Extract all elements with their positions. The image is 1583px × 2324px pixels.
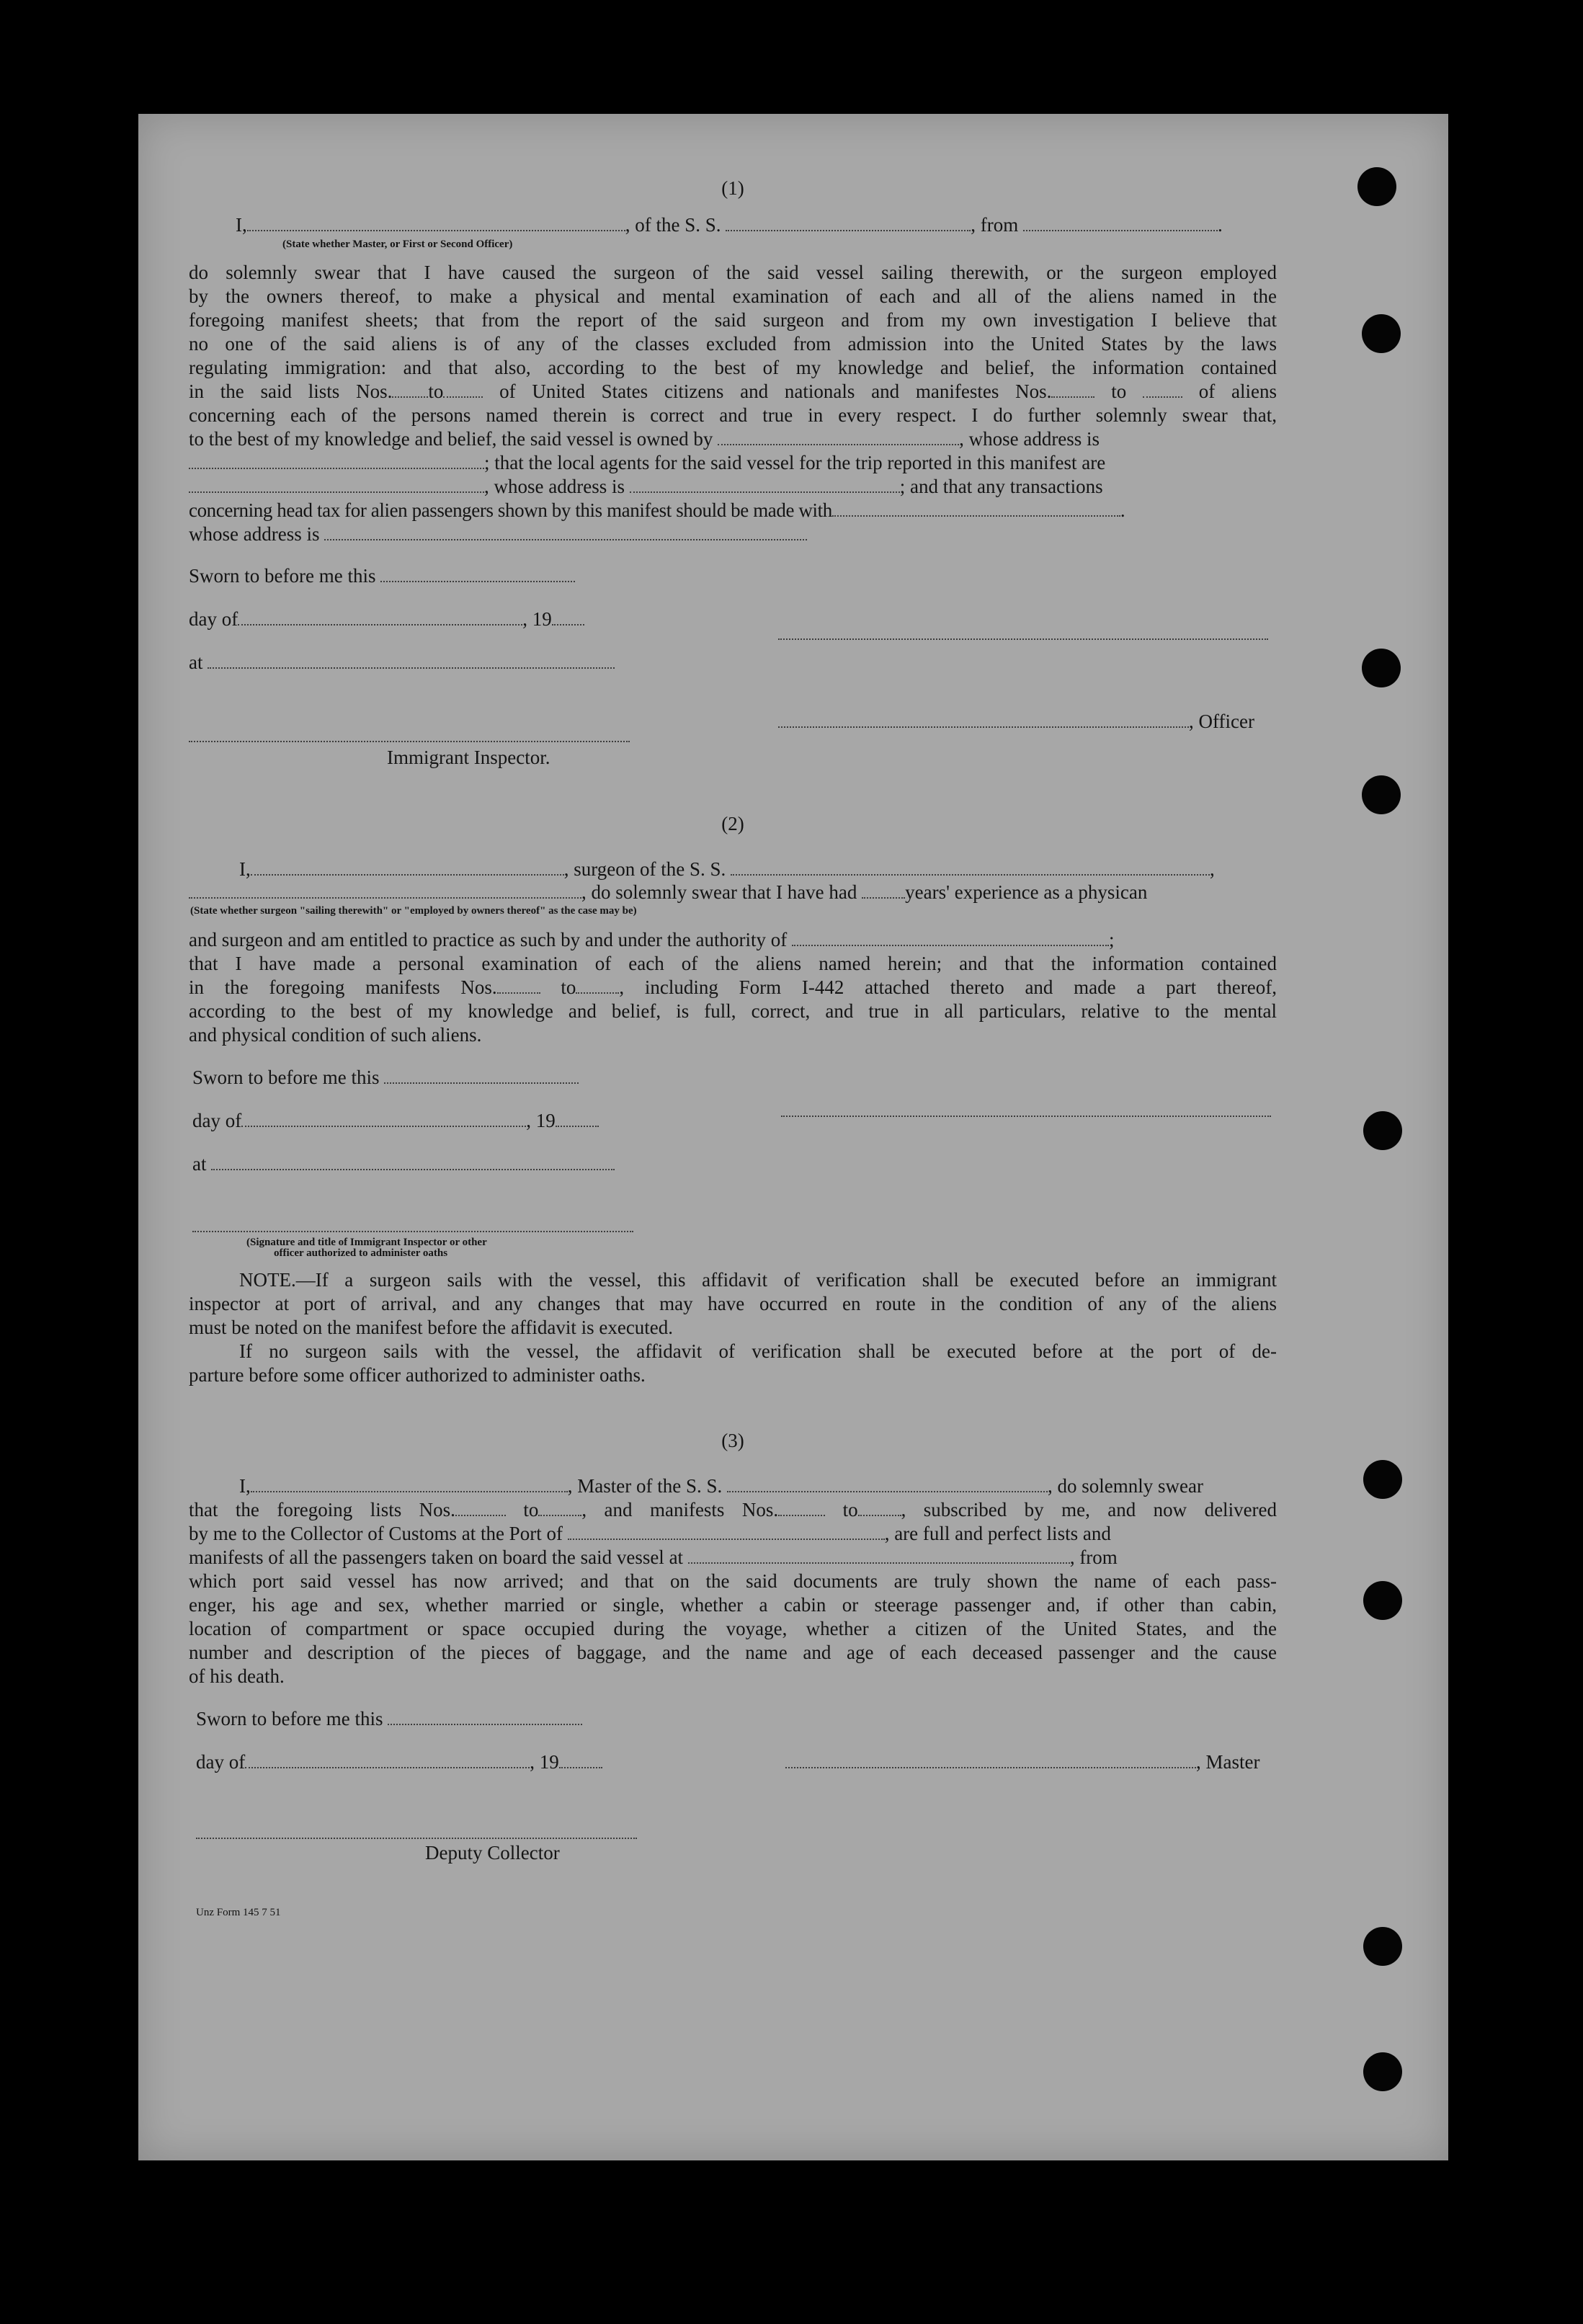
binder-hole xyxy=(1363,2052,1402,2091)
binder-hole xyxy=(1362,649,1401,687)
head-tax-contact-field[interactable] xyxy=(832,501,1120,517)
from-port-field[interactable] xyxy=(1023,215,1218,231)
s2-line-3: and surgeon and am entitled to practice as such by and under the authority of ; xyxy=(189,929,1115,950)
s2-line-4: that I have made a personal examination of each of the aliens named herein; and that the information contained xyxy=(189,953,1277,974)
s2-line-7: and physical condition of such aliens. xyxy=(189,1024,482,1046)
s2-year-field[interactable] xyxy=(556,1111,599,1127)
s1-officer: , Officer xyxy=(778,711,1254,733)
s3-master-name-field[interactable] xyxy=(251,1477,568,1492)
s1-line-1: I, , of the S. S. , from . xyxy=(236,214,1223,236)
s3-paragraph-line: enger, his age and sex, whether married or single, whether a cabin or steerage passenger and, if other than cabin, xyxy=(189,1594,1277,1616)
vessel-name-field[interactable] xyxy=(726,215,971,231)
s1-paragraph-line: by the owners thereof, to make a physical and mental examination of each and all of the aliens named in the xyxy=(189,285,1277,307)
alien-manifest-from-field[interactable] xyxy=(1051,382,1094,398)
s2-vessel-name-field[interactable] xyxy=(731,860,1210,876)
s2-line-5: in the foregoing manifests Nos. to , including Form I-442 attached thereto and made a part thereof, xyxy=(189,976,1277,998)
s2-at: at xyxy=(192,1153,615,1175)
form-page xyxy=(138,114,1448,2160)
s3-year-field[interactable] xyxy=(559,1753,602,1768)
practice-authority-field[interactable] xyxy=(792,930,1109,946)
s1-sworn: Sworn to before me this xyxy=(189,565,575,587)
s2-manifest-to-field[interactable] xyxy=(576,978,619,994)
s1-at: at xyxy=(189,651,615,674)
s1-officer-sign-line-upper[interactable] xyxy=(778,638,1268,640)
s3-master: , Master xyxy=(785,1751,1259,1773)
s3-vessel-name-field[interactable] xyxy=(727,1477,1048,1492)
s1-inspector-sign-line[interactable] xyxy=(189,741,630,742)
section-3-number: (3) xyxy=(721,1430,744,1451)
s2-sworn-day-field[interactable] xyxy=(384,1068,579,1084)
s3-line-2: that the foregoing lists Nos. to , and manifests Nos. to , subscribed by me, and now delivered xyxy=(189,1499,1277,1521)
s1-dayof: day of , 19 xyxy=(189,608,584,631)
s1-paragraph-line: no one of the said aliens is of any of the classes excluded from admission into the United States by the laws xyxy=(189,333,1277,355)
s3-lists-from-field[interactable] xyxy=(455,1500,506,1516)
owner-field[interactable] xyxy=(718,429,959,445)
local-agents-field[interactable] xyxy=(189,477,484,493)
s2-sig-note-1: (Signature and title of Immigrant Inspector or other xyxy=(246,1237,487,1248)
citizen-list-from-field[interactable] xyxy=(392,382,428,398)
binder-hole xyxy=(1363,1927,1402,1966)
s3-dayof: day of , 19 xyxy=(196,1751,602,1773)
s2-surgeon-note: (State whether surgeon "sailing therewith" or "employed by owners thereof" as the case may be) xyxy=(190,905,637,917)
s3-deputy-label: Deputy Collector xyxy=(425,1842,560,1864)
s1-at-field[interactable] xyxy=(208,653,615,669)
s3-manifests-from-field[interactable] xyxy=(778,1500,825,1516)
s1-line-13: whose address is xyxy=(189,522,1277,546)
s1-sworn-day-field[interactable] xyxy=(380,566,575,582)
binder-hole xyxy=(1363,1581,1402,1620)
s2-line-2: , do solemnly swear that I have had years' experience as a physican xyxy=(189,881,1277,904)
s3-month-field[interactable] xyxy=(245,1753,530,1768)
s1-line-12: concerning head tax for alien passengers shown by this manifest should be made with . xyxy=(189,499,1125,521)
note-line: NOTE.—If a surgeon sails with the vessel, this affidavit of verification shall be executed before an immigrant xyxy=(239,1269,1277,1291)
s1-line-11: , whose address is ; and that any transactions xyxy=(189,475,1277,499)
s3-line-1: I, , Master of the S. S. , do solemnly swear xyxy=(239,1475,1203,1497)
note-line: parture before some officer authorized to administer oaths. xyxy=(189,1364,646,1386)
s1-line-7: in the said lists Nos. to of United States citizens and nationals and manifestes Nos. to of aliens xyxy=(189,380,1277,402)
s2-line-6: according to the best of my knowledge and belief, is full, correct, and true in all particulars, relative to the mental xyxy=(189,1000,1277,1022)
s1-officer-note: (State whether Master, or First or Second Officer) xyxy=(282,239,513,250)
note-line: inspector at port of arrival, and any changes that may have occurred en route in the condition of any of the aliens xyxy=(189,1293,1277,1314)
s2-sworn: Sworn to before me this xyxy=(192,1067,579,1089)
s3-paragraph-line: location of compartment or space occupied during the voyage, whether a citizen of the United States, and the xyxy=(189,1618,1277,1639)
years-experience-field[interactable] xyxy=(862,883,905,899)
s2-line-1: I, , surgeon of the S. S. , xyxy=(239,858,1215,880)
s2-surgeon-sign-line[interactable] xyxy=(781,1116,1271,1117)
s3-line-4: manifests of all the passengers taken on board the said vessel at , from xyxy=(189,1546,1118,1568)
s3-lists-to-field[interactable] xyxy=(538,1500,581,1516)
s3-sworn: Sworn to before me this xyxy=(196,1708,582,1730)
binder-hole xyxy=(1357,167,1396,206)
binder-hole xyxy=(1363,1460,1402,1499)
section-1-number: (1) xyxy=(721,177,744,199)
surgeon-name-field[interactable] xyxy=(251,860,564,876)
s3-paragraph-line: which port said vessel has now arrived; and that on the said documents are truly shown the name of each pass- xyxy=(189,1570,1277,1592)
s3-line-3: by me to the Collector of Customs at the Port of , are full and perfect lists and xyxy=(189,1523,1111,1544)
s2-dayof: day of , 19 xyxy=(192,1110,599,1132)
surgeon-status-field[interactable] xyxy=(189,883,581,899)
s3-paragraph-line: of his death. xyxy=(189,1665,285,1687)
binder-hole xyxy=(1363,1111,1402,1150)
s3-deputy-sign-line[interactable] xyxy=(196,1838,637,1839)
s3-master-sign-line[interactable] xyxy=(785,1753,1196,1768)
form-number: Unz Form 145 7 51 xyxy=(196,1907,281,1918)
s1-officer-sign-line[interactable] xyxy=(778,712,1189,728)
note-line: If no surgeon sails with the vessel, the affidavit of verification shall be executed before at the port of de- xyxy=(239,1340,1277,1362)
s1-line-9: to the best of my knowledge and belief, the said vessel is owned by , whose address is xyxy=(189,428,1100,450)
customs-port-field[interactable] xyxy=(568,1524,885,1540)
alien-manifest-to-field[interactable] xyxy=(1143,382,1182,398)
master-name-field[interactable] xyxy=(247,215,625,231)
s1-paragraph-line: do solemnly swear that I have caused the surgeon of the said vessel sailing therewith, or the surgeon employed xyxy=(189,262,1277,283)
s3-sworn-day-field[interactable] xyxy=(388,1709,582,1725)
s2-sig-note-2: officer authorized to administer oaths xyxy=(274,1247,448,1259)
note-line: must be noted on the manifest before the affidavit is executed. xyxy=(189,1317,674,1338)
binder-hole xyxy=(1362,314,1401,353)
boarding-port-field[interactable] xyxy=(688,1548,1070,1564)
s2-manifest-from-field[interactable] xyxy=(497,978,540,994)
s1-inspector-label: Immigrant Inspector. xyxy=(387,747,550,768)
s3-manifests-to-field[interactable] xyxy=(858,1500,901,1516)
s1-paragraph-line: regulating immigration: and that also, according to the best of my knowledge and belief, the information contained xyxy=(189,357,1277,378)
binder-hole xyxy=(1362,775,1401,814)
head-tax-address-field[interactable] xyxy=(324,525,807,540)
s2-at-field[interactable] xyxy=(211,1154,615,1170)
s1-year-field[interactable] xyxy=(552,610,584,625)
owner-address-field[interactable] xyxy=(189,453,484,469)
section-2-number: (2) xyxy=(721,813,744,834)
s1-line-8: concerning each of the persons named therein is correct and true in every respect. I do further solemnly swear that, xyxy=(189,404,1277,426)
s1-paragraph-line: foregoing manifest sheets; that from the report of the said surgeon and from my own investigation I believe that xyxy=(189,309,1277,331)
s1-month-field[interactable] xyxy=(238,610,522,625)
citizen-list-to-field[interactable] xyxy=(443,382,483,398)
agents-address-field[interactable] xyxy=(630,477,900,493)
s1-line-10: ; that the local agents for the said vessel for the trip reported in this manifest are xyxy=(189,451,1277,475)
s3-paragraph-line: number and description of the pieces of baggage, and the name and age of each deceased passenger and the cause xyxy=(189,1642,1277,1663)
s2-inspector-sign-line[interactable] xyxy=(192,1231,633,1232)
s2-month-field[interactable] xyxy=(241,1111,526,1127)
